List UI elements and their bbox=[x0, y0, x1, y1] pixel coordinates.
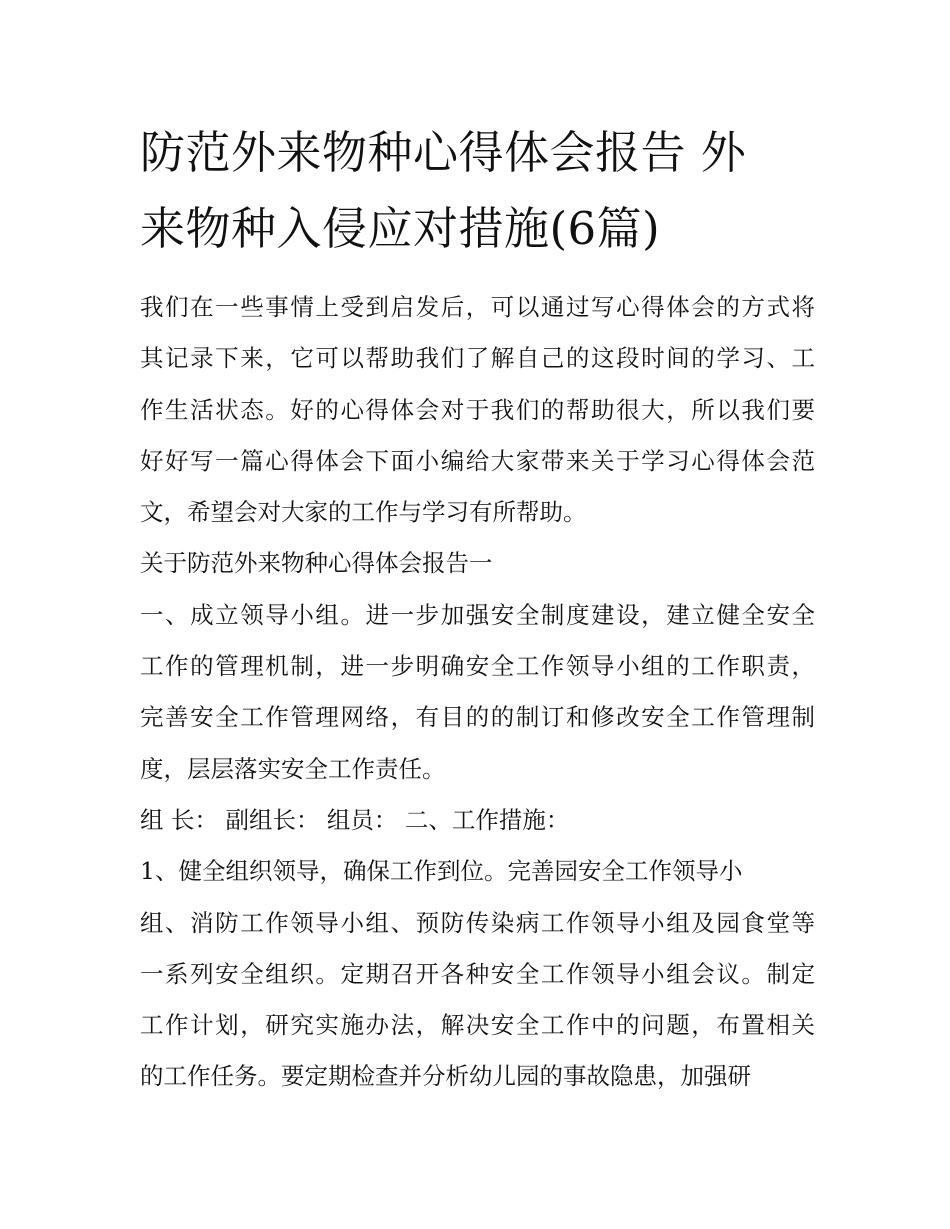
body-line-10: 度，层层落实安全工作责任。 bbox=[140, 754, 446, 783]
body-line-15: 工作计划，研究实施办法，解决安全工作中的问题，布置相关 bbox=[140, 1011, 815, 1040]
body-line-16: 的工作任务。要定期检查并分析幼儿园的事故隐患，加强研 bbox=[140, 1062, 751, 1091]
body-line-1: 我们在一些事情上受到启发后，可以通过写心得体会的方式将 bbox=[140, 293, 815, 321]
body-line-12: 1、健全组织领导，确保工作到位。完善园安全工作领导小 bbox=[140, 857, 743, 886]
body-line-2: 其记录下来，它可以帮助我们了解自己的这段时间的学习、工 bbox=[140, 344, 815, 373]
body-line-4: 好好写一篇心得体会下面小编给大家带来关于学习心得体会范 bbox=[140, 446, 815, 475]
body-line-14: 一系列安全组织。定期召开各种安全工作领导小组会议。制定 bbox=[140, 959, 815, 988]
body-line-3: 作生活状态。好的心得体会对于我们的帮助很大，所以我们要 bbox=[140, 395, 815, 424]
title-line-2: 来物种入侵应对措施(6篇) bbox=[140, 202, 661, 255]
body-line-7: 一、成立领导小组。进一步加强安全制度建设，建立健全安全 bbox=[140, 600, 815, 629]
document-title bbox=[140, 115, 815, 267]
body-line-5: 文，希望会对大家的工作与学习有所帮助。 bbox=[140, 498, 587, 527]
section-heading: 关于防范外来物种心得体会报告一 bbox=[140, 549, 493, 578]
document-content bbox=[140, 115, 815, 1103]
body-line-9: 完善安全工作管理网络，有目的的制订和修改安全工作管理制 bbox=[140, 703, 815, 732]
body-line-11: 组 长： 副组长： 组员： 二、工作措施： bbox=[140, 805, 570, 834]
body-line-13: 组、消防工作领导小组、预防传染病工作领导小组及园食堂等 bbox=[140, 908, 815, 937]
body-line-8: 工作的管理机制，进一步明确安全工作领导小组的工作职责， bbox=[140, 652, 815, 681]
document-body bbox=[140, 282, 815, 1103]
title-line-1: 防范外来物种心得体会报告 外 bbox=[140, 126, 747, 179]
